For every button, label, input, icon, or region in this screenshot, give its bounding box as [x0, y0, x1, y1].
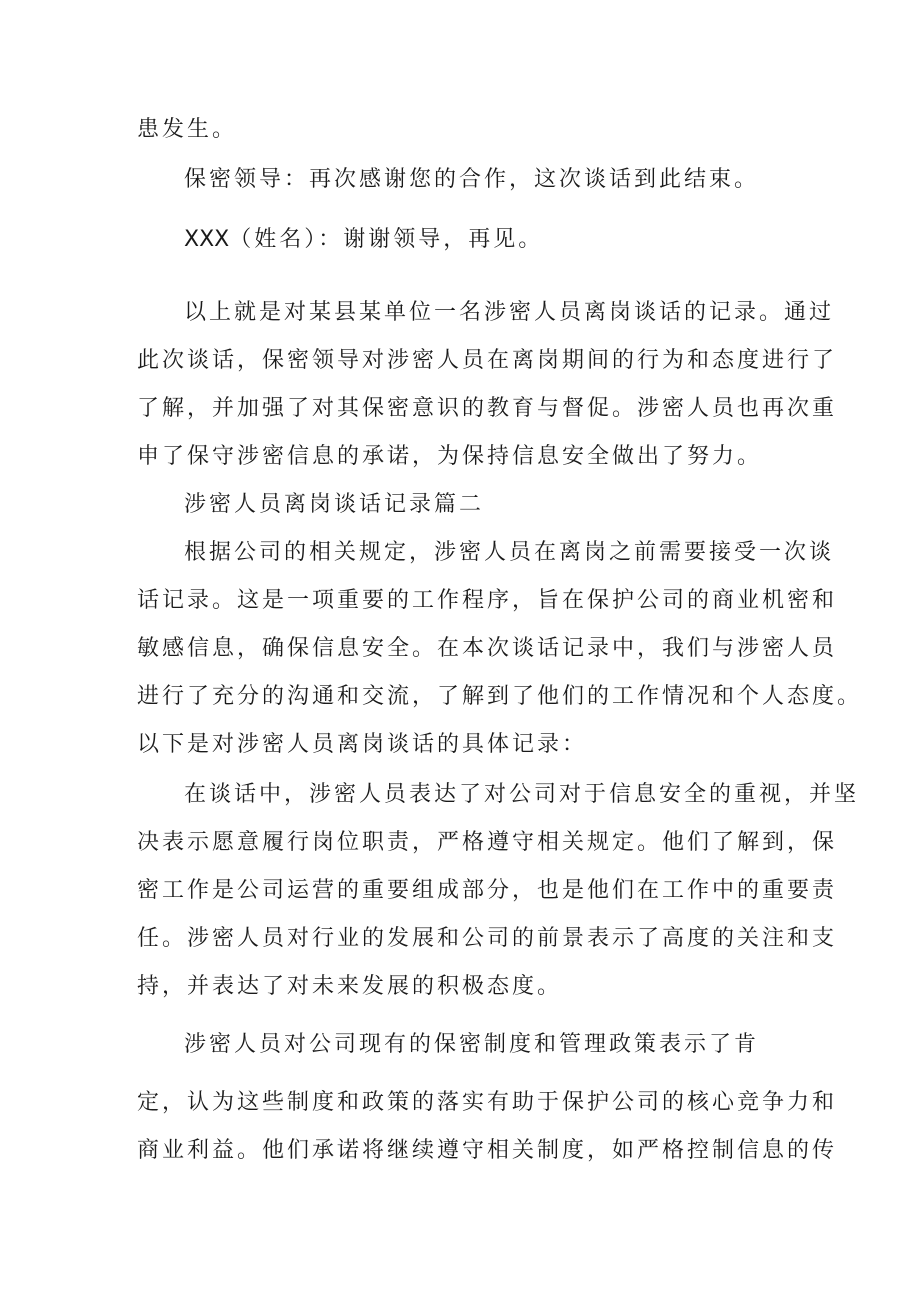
- text-line: 任。涉密人员对行业的发展和公司的前景表示了高度的关注和支: [137, 926, 838, 951]
- text-line: 以上就是对某县某单位一名涉密人员离岗谈话的记录。通过: [184, 300, 835, 325]
- text-line: 敏感信息，确保信息安全。在本次谈话记录中，我们与涉密人员: [137, 636, 838, 661]
- text-line: 申了保守涉密信息的承诺，为保持信息安全做出了努力。: [137, 444, 763, 469]
- text-line: 密工作是公司运营的重要组成部分，也是他们在工作中的重要责: [137, 878, 838, 903]
- text-line: 定，认为这些制度和政策的落实有助于保护公司的核心竞争力和: [137, 1090, 838, 1115]
- text-line: 在谈话中，涉密人员表达了对公司对于信息安全的重视，并坚: [184, 782, 860, 807]
- text-line: 持，并表达了对未来发展的积极态度。: [137, 974, 563, 999]
- text-line: 商业利益。他们承诺将继续遵守相关制度，如严格控制信息的传: [137, 1138, 838, 1163]
- section-heading: 涉密人员离岗谈话记录篇二: [184, 492, 485, 517]
- text-line: 进行了充分的沟通和交流，了解到了他们的工作情况和个人态度。: [137, 684, 863, 709]
- speaker-line: [184, 225, 543, 255]
- text-line: 决表示愿意履行岗位职责，严格遵守相关规定。他们了解到，保: [137, 830, 838, 855]
- text-line: 涉密人员对公司现有的保密制度和管理政策表示了肯: [184, 1032, 760, 1057]
- text-line: 保密领导：再次感谢您的合作，这次谈话到此结束。: [184, 167, 760, 192]
- text-line: 话记录。这是一项重要的工作程序，旨在保护公司的商业机密和: [137, 588, 838, 613]
- text-line: 了解，并加强了对其保密意识的教育与督促。涉密人员也再次重: [137, 396, 838, 421]
- speaker-text: （姓名）：谢谢领导，再见。: [229, 227, 544, 252]
- text-line: 患发生。: [137, 117, 238, 142]
- speaker-placeholder: XXX: [184, 227, 230, 252]
- text-line: 此次谈话，保密领导对涉密人员在离岗期间的行为和态度进行了: [137, 348, 838, 373]
- text-line: 根据公司的相关规定，涉密人员在离岗之前需要接受一次谈: [184, 540, 835, 565]
- text-line: 以下是对涉密人员离岗谈话的具体记录：: [137, 732, 588, 757]
